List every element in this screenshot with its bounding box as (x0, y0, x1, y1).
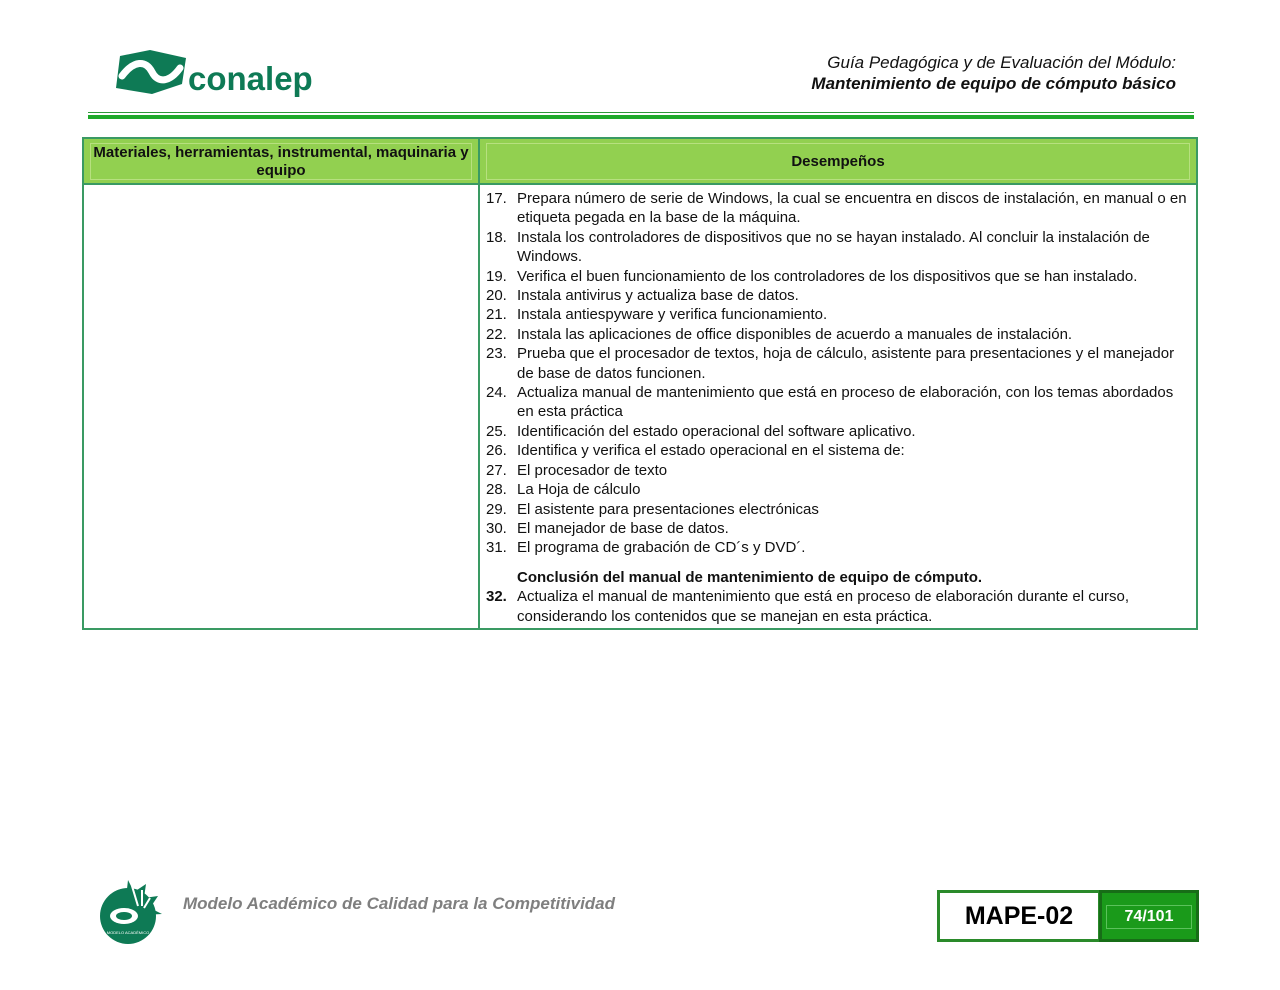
item-number: 26. (486, 442, 507, 460)
item-number: 25. (486, 422, 507, 440)
conclusion-title: Conclusión del manual de mantenimiento de equipo de cómputo. (517, 568, 983, 586)
model-tagline: Modelo Académico de Calidad para la Competitividad (183, 894, 616, 913)
item-text: Prepara número de serie de Windows, la cual se encuentra en discos de instalación, en manual o en etiqueta pegada en la base de la máquina. (517, 190, 1187, 227)
list-item (486, 441, 1188, 460)
table-header-performances-label: Desempeños (791, 152, 885, 170)
item-text: Prueba que el procesador de textos, hoja de cálculo, asistente para presentaciones y el manejador de base de datos funcionen. (517, 345, 1175, 382)
item-number: 24. (486, 384, 507, 402)
page-number-box (1099, 890, 1199, 942)
module-code: MAPE-02 (964, 901, 1074, 930)
item-text: Actualiza manual de mantenimiento que está en proceso de elaboración, con los temas abordados en esta práctica (517, 384, 1174, 421)
item-number: 17. (486, 190, 507, 207)
item-number: 18. (486, 228, 507, 246)
list-item (486, 286, 1188, 305)
item-text: Instala antivirus y actualiza base de datos. (517, 287, 799, 305)
item-text: El programa de grabación de CD´s y DVD´. (517, 539, 806, 557)
list-item (486, 325, 1188, 344)
conclusion-item (486, 587, 1188, 626)
list-item (486, 228, 1188, 267)
table-header-performances (480, 139, 1196, 183)
list-item (486, 500, 1188, 519)
item-number: 22. (486, 325, 507, 343)
item-text: Instala los controladores de dispositivos que no se hayan instalado. Al concluir la instalación de Windows. (517, 228, 1150, 266)
document-title-line1: Guía Pedagógica y de Evaluación del Módulo: (827, 53, 1176, 72)
list-item (486, 538, 1188, 557)
list-item (486, 383, 1188, 422)
performance-list (486, 189, 1188, 626)
list-item (486, 480, 1188, 499)
list-item (486, 189, 1188, 228)
item-text: Instala las aplicaciones de office disponibles de acuerdo a manuales de instalación. (517, 325, 1073, 343)
conclusion-number: 32. (486, 588, 507, 606)
list-item (486, 422, 1188, 441)
item-text: La Hoja de cálculo (517, 481, 641, 499)
list-item (486, 344, 1188, 383)
list-item (486, 267, 1188, 286)
logo-wordmark: conalep (188, 60, 313, 97)
conclusion-text: Actualiza el manual de mantenimiento que está en proceso de elaboración durante el curso, considerando los contenidos que se manejan en esta práctica. (517, 588, 1130, 625)
model-seal-logo (94, 876, 166, 946)
list-item (486, 305, 1188, 324)
item-text: Instala antiespyware y verifica funcionamiento. (517, 306, 828, 324)
document-title-line2: Mantenimiento de equipo de cómputo básico (811, 74, 1176, 93)
item-number: 28. (486, 481, 507, 499)
item-text: El asistente para presentaciones electrónicas (517, 500, 819, 518)
model-seal-icon (94, 876, 166, 946)
document-title (811, 52, 1176, 94)
item-number: 29. (486, 500, 507, 518)
table-header-materials (84, 139, 480, 183)
svg-text:MODELO ACADÉMICO: MODELO ACADÉMICO (106, 930, 150, 935)
header-divider (84, 183, 1196, 185)
module-code-box (937, 890, 1101, 942)
item-number: 20. (486, 287, 507, 305)
item-number: 27. (486, 461, 507, 479)
performance-table (82, 137, 1198, 630)
item-number: 31. (486, 539, 507, 557)
conalep-emblem-icon (112, 50, 188, 100)
item-text: El manejador de base de datos. (517, 519, 729, 537)
page-number: 74/101 (1124, 908, 1174, 925)
item-number: 21. (486, 306, 507, 324)
item-text: El procesador de texto (517, 461, 668, 479)
item-text: Identificación del estado operacional del software aplicativo. (517, 422, 916, 440)
conalep-logo (112, 50, 312, 106)
item-number: 23. (486, 345, 507, 363)
header-rule-thick (88, 115, 1194, 119)
list-item (486, 461, 1188, 480)
table-header-materials-label: Materiales, herramientas, instrumental, maquinaria y equipo (93, 143, 469, 179)
list-item (486, 519, 1188, 538)
item-text: Identifica y verifica el estado operacional en el sistema de: (517, 442, 905, 460)
item-number: 30. (486, 519, 507, 537)
item-text: Verifica el buen funcionamiento de los controladores de los dispositivos que se han instalado. (517, 267, 1138, 285)
item-number: 19. (486, 267, 507, 285)
column-divider (478, 183, 480, 628)
header-rule-thin (88, 112, 1194, 113)
